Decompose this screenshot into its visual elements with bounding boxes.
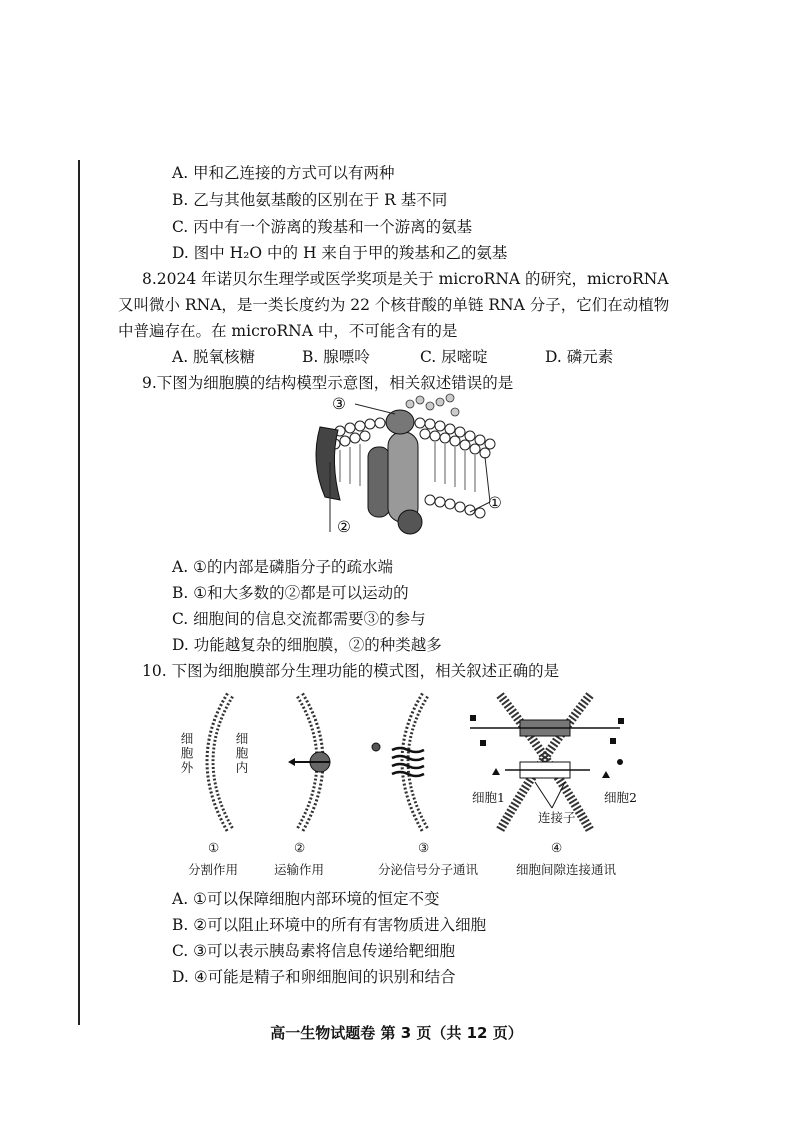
page-footer: 高一生物试题卷 第 3 页（共 12 页） bbox=[270, 1024, 523, 1042]
q8-option-a: A. 脱氧核糖 bbox=[172, 348, 256, 366]
q10-stem: 10. 下图为细胞膜部分生理功能的模式图，相关叙述正确的是 bbox=[142, 662, 560, 680]
q10-cell1-label: 细胞1 bbox=[472, 790, 505, 805]
q9-option-b: B. ①和大多数的②都是可以运动的 bbox=[172, 584, 409, 602]
q9-option-c: C. 细胞间的信息交流都需要③的参与 bbox=[172, 610, 426, 628]
q9-option-a: A. ①的内部是磷脂分子的疏水端 bbox=[172, 558, 393, 576]
q9-label-1: ① bbox=[488, 494, 502, 512]
q10-panel4-caption: 细胞间隙连接通讯 bbox=[516, 862, 617, 877]
q10-option-a: A. ①可以保障细胞内部环境的恒定不变 bbox=[172, 890, 440, 908]
q7-option-a: A. 甲和乙连接的方式可以有两种 bbox=[172, 164, 395, 182]
q10-outside-label: 细胞外 bbox=[179, 732, 194, 776]
q8-stem-line2: 又叫微小 RNA，是一类长度约为 22 个核苷酸的单链 RNA 分子，它们在动植物 bbox=[118, 296, 670, 314]
q10-panel2-num: ② bbox=[294, 840, 306, 855]
q8-option-b: B. 腺嘌呤 bbox=[302, 348, 370, 366]
q8-stem-line3: 中普遍存在。在 microRNA 中，不可能含有的是 bbox=[118, 322, 458, 340]
q10-panel1-num: ① bbox=[208, 840, 220, 855]
q10-cell2-label: 细胞2 bbox=[604, 790, 637, 805]
q7-option-b: B. 乙与其他氨基酸的区别在于 R 基不同 bbox=[172, 191, 448, 209]
margin-line bbox=[78, 160, 80, 1025]
q7-option-d: D. 图中 H₂O 中的 H 来自于甲的羧基和乙的氨基 bbox=[172, 244, 508, 262]
q10-option-b: B. ②可以阻止环境中的所有有害物质进入细胞 bbox=[172, 916, 487, 934]
q8-option-d: D. 磷元素 bbox=[545, 348, 614, 366]
q10-panel1-caption: 分割作用 bbox=[188, 862, 239, 877]
q9-option-d: D. 功能越复杂的细胞膜，②的种类越多 bbox=[172, 636, 442, 654]
q10-connector-label: 连接子 bbox=[538, 810, 576, 825]
q8-stem-line1: 8.2024 年诺贝尔生理学或医学奖项是关于 microRNA 的研究，microRNA bbox=[142, 270, 669, 288]
q10-option-c: C. ③可以表示胰岛素将信息传递给靶细胞 bbox=[172, 942, 456, 960]
q10-option-d: D. ④可能是精子和卵细胞间的识别和结合 bbox=[172, 968, 456, 986]
q9-label-3: ③ bbox=[332, 395, 346, 413]
q9-label-2: ② bbox=[337, 518, 351, 536]
q7-option-c: C. 丙中有一个游离的羧基和一个游离的氨基 bbox=[172, 218, 473, 236]
q8-option-c: C. 尿嘧啶 bbox=[420, 348, 488, 366]
membrane-structure-diagram bbox=[300, 392, 530, 552]
q10-panel2-caption: 运输作用 bbox=[274, 862, 325, 877]
q10-panel3-caption: 分泌信号分子通讯 bbox=[378, 862, 479, 877]
q10-panel4-num: ④ bbox=[551, 840, 563, 855]
q9-stem: 9.下图为细胞膜的结构模型示意图，相关叙述错误的是 bbox=[142, 374, 514, 392]
q10-inside-label: 细胞内 bbox=[234, 732, 249, 776]
q10-panel3-num: ③ bbox=[418, 840, 430, 855]
